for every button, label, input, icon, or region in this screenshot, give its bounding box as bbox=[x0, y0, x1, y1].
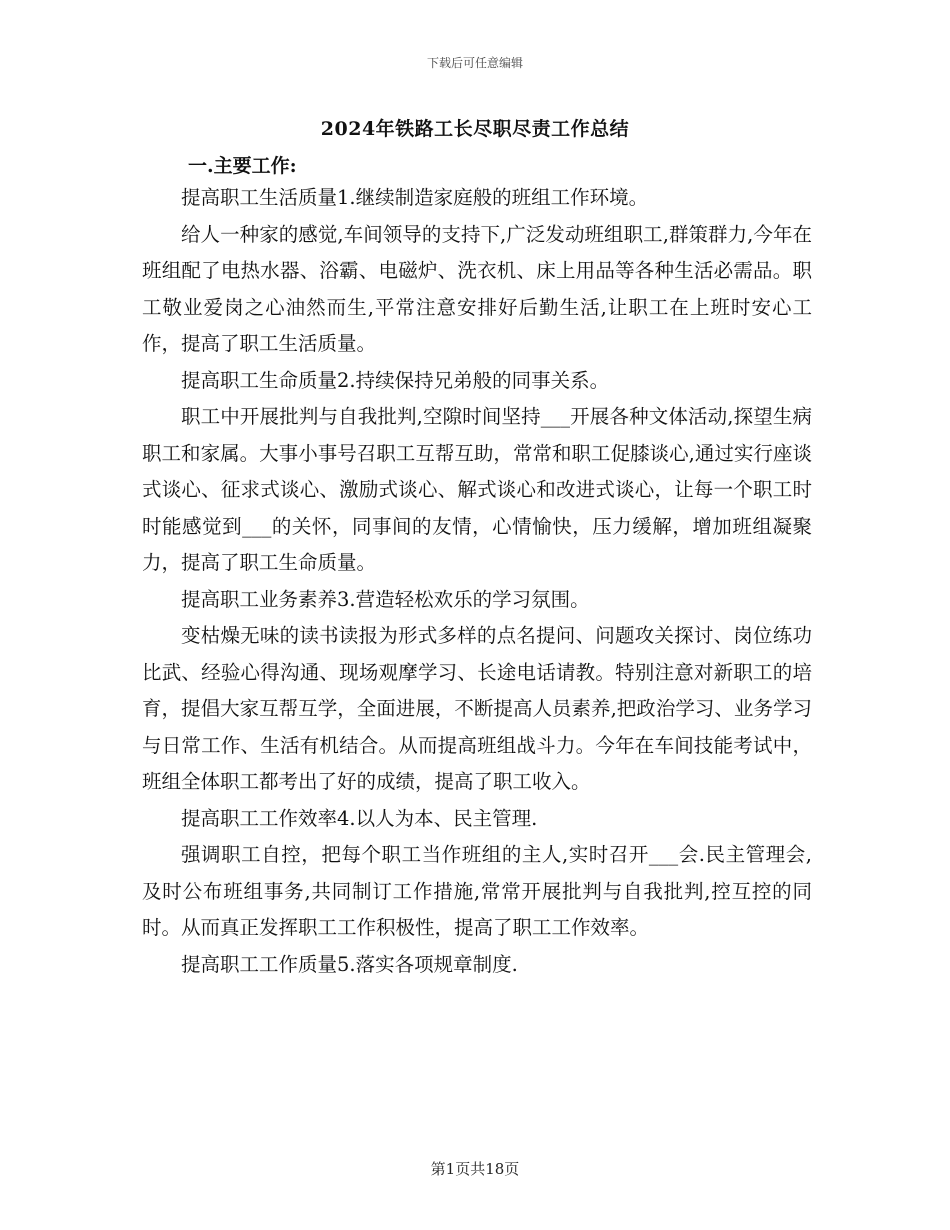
paragraph: 变枯燥无味的读书读报为形式多样的点名提问、问题攻关探讨、岗位练功比武、经验心得沟通、现场观摩学习、长途电话请教。特别注意对新职工的培育，提倡大家互帮互学，全面进展，不断提高人员素养,把政治学习、业务学习与日常工作、生活有机结合。从而提高班组战斗力。今年在车间技能考试中，班组全体职工都考出了好的成绩，提高了职工收入。 bbox=[142, 624, 812, 793]
paragraph: 提高职工工作质量5.落实各项规章制度. bbox=[181, 952, 518, 976]
document-title: 2024年铁路工长尽职尽责工作总结 bbox=[320, 118, 630, 140]
paragraph: 提高职工生活质量1.继续制造家庭般的班组工作环境。 bbox=[181, 186, 649, 209]
paragraph: 强调职工自控，把每个职工当作班组的主人,实时召开___会.民主管理会,及时公布班组事务,共同制订工作措施,常常开展批判与自我批判,控互控的同时。从而真正发挥职工工作积极性，提高了职工工作效率。 bbox=[142, 843, 812, 939]
document-body bbox=[142, 180, 812, 983]
page-header-note: 下载后可任意编辑 bbox=[426, 56, 523, 70]
paragraph: 提高职工生命质量2.持续保持兄弟般的同事关系。 bbox=[181, 368, 610, 392]
paragraph: 职工中开展批判与自我批判,空隙时间坚持___开展各种文体活动,探望生病职工和家属。大事小事号召职工互帮互助，常常和职工促膝谈心,通过实行座谈式谈心、征求式谈心、激励式谈心、解式谈心和改进式谈心，让每一个职工时时能感觉到___的关怀，同事间的友情，心情愉快，压力缓解，增加班组凝聚力，提高了职工生命质量。 bbox=[142, 405, 812, 574]
paragraph: 提高职工工作效率4.以人为本、民主管理. bbox=[181, 806, 538, 830]
paragraph: 提高职工业务素养3.营造轻松欢乐的学习氛围。 bbox=[181, 587, 590, 611]
page-number-footer: 第1页共18页 bbox=[430, 1160, 520, 1178]
section-heading: 一.主要工作: bbox=[188, 155, 297, 177]
paragraph: 给人一种家的感觉,车间领导的支持下,广泛发动班组职工,群策群力,今年在班组配了电热水器、浴霸、电磁炉、洗衣机、床上用品等各种生活必需品。职工敬业爱岗之心油然而生,平常注意安排好后勤生活,让职工在上班时安心工作，提高了职工生活质量。 bbox=[142, 222, 812, 355]
